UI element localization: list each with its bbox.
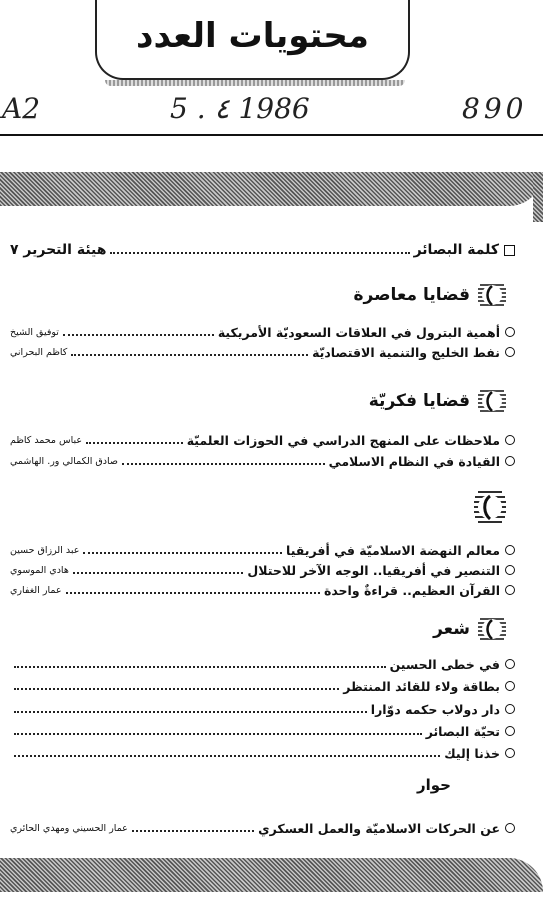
leader-dots	[14, 711, 367, 713]
list-item[interactable]	[10, 342, 515, 362]
list-item[interactable]	[10, 818, 515, 838]
list-item[interactable]	[10, 430, 515, 450]
handwritten-number: 890	[462, 92, 528, 125]
top-side-pattern	[533, 172, 543, 222]
leader-dots	[63, 334, 214, 336]
handwritten-date: 5 . ٤ 1986	[170, 92, 310, 125]
bottom-pattern-band	[0, 858, 543, 892]
list-item[interactable]	[10, 580, 515, 600]
circle-bullet-icon	[505, 823, 515, 833]
list-item[interactable]	[10, 676, 515, 696]
item-title: بطاقة ولاء للقائد المنتظر	[343, 678, 500, 694]
item-title: خذنا إليك	[444, 745, 500, 761]
leader-dots	[110, 252, 409, 254]
circle-bullet-icon	[505, 545, 515, 555]
leader-dots	[73, 572, 244, 574]
item-title: معالم النهضة الاسلاميّة في أفريقيا	[286, 542, 500, 558]
item-author: عبد الرزاق حسين	[10, 544, 80, 556]
section-logo-icon	[476, 279, 508, 311]
leader-dots	[71, 354, 308, 356]
leader-dots	[14, 688, 339, 690]
editorial-row[interactable]	[10, 240, 515, 260]
circle-bullet-icon	[505, 748, 515, 758]
section-header	[354, 278, 509, 312]
item-title: عن الحركات الاسلاميّة والعمل العسكري	[258, 820, 500, 836]
list-item[interactable]	[10, 699, 515, 719]
circle-bullet-icon	[505, 585, 515, 595]
section-title: قضايا معاصرة	[353, 285, 470, 305]
list-item[interactable]	[10, 654, 515, 674]
item-author: صادق الكمالي ور. الهاشمي	[10, 455, 118, 467]
item-title: تحيّة البصائر	[425, 723, 500, 739]
item-title: القرآن العظيم.. قراءةٌ واحدة	[323, 582, 500, 598]
circle-bullet-icon	[505, 704, 515, 714]
top-pattern-band	[0, 172, 543, 206]
editorial-author: هيئة التحرير ٧	[10, 242, 107, 258]
list-item[interactable]	[10, 322, 515, 342]
item-author: عمار الحسيني ومهدي الحائري	[10, 822, 128, 834]
leader-dots	[83, 552, 282, 554]
list-item[interactable]	[10, 721, 515, 741]
section-title: حوار	[417, 776, 451, 794]
header-rule	[0, 134, 543, 136]
item-author: هادي الموسوي	[10, 564, 69, 576]
list-item[interactable]	[10, 540, 515, 560]
leader-dots	[122, 463, 325, 465]
section-logo-icon	[472, 486, 508, 530]
item-title: القيادة في النظام الاسلامي	[328, 453, 500, 469]
item-author: كاظم البحراني	[10, 346, 68, 358]
circle-bullet-icon	[505, 565, 515, 575]
item-title: ملاحظات على المنهج الدراسي في الحوزات العلميّة	[186, 432, 500, 448]
item-title: التنصير في أفريقيا.. الوجه الآخر للاحتلال	[247, 562, 500, 578]
leader-dots	[14, 755, 440, 757]
list-item[interactable]	[10, 451, 515, 471]
list-item[interactable]	[10, 743, 515, 763]
circle-bullet-icon	[505, 435, 515, 445]
section-title: قضايا فكريّة	[368, 391, 470, 411]
item-author: عباس محمد كاظم	[10, 434, 83, 446]
leader-dots	[14, 666, 386, 668]
section-logo-icon	[476, 613, 508, 645]
leader-dots	[14, 733, 422, 735]
item-author: عمار الغفاري	[10, 584, 62, 596]
circle-bullet-icon	[505, 726, 515, 736]
item-title: أهمية البترول في العلاقات السعوديّة الأمريكية	[217, 324, 500, 340]
item-title: في خطى الحسين	[389, 656, 500, 672]
circle-bullet-icon	[505, 659, 515, 669]
leader-dots	[86, 442, 183, 444]
page-title: محتويات العدد	[136, 16, 369, 56]
circle-bullet-icon	[505, 347, 515, 357]
square-bullet-icon	[504, 245, 515, 256]
section-header	[369, 384, 508, 418]
section-logo-icon	[476, 385, 508, 417]
circle-bullet-icon	[505, 327, 515, 337]
circle-bullet-icon	[505, 681, 515, 691]
item-title: دار دولاب حكمه دوّارا	[370, 701, 500, 717]
section-header	[433, 612, 508, 646]
leader-dots	[132, 830, 254, 832]
editorial-title: كلمة البصائر	[413, 242, 499, 258]
item-title: نفط الخليج والتنمية الاقتصاديّة	[312, 344, 500, 360]
list-item[interactable]	[10, 560, 515, 580]
handwritten-code: A2	[2, 92, 41, 125]
item-author: توفيق الشيخ	[10, 326, 59, 338]
section-title: شعر	[433, 619, 470, 639]
header-frame-shadow	[105, 80, 405, 86]
leader-dots	[66, 592, 320, 594]
circle-bullet-icon	[505, 456, 515, 466]
